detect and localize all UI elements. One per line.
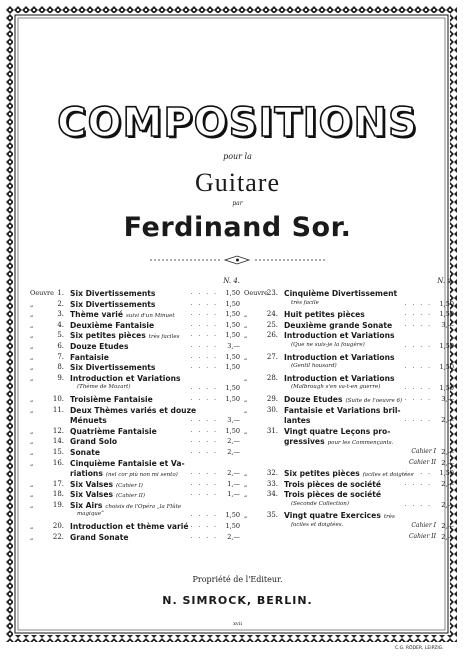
work-subtitle: (Cahier II) <box>116 493 146 500</box>
leader-dots: . . . . <box>190 437 218 445</box>
work-title-text: Trois pièces de société <box>284 490 382 500</box>
leader-dots: . . . . <box>404 500 432 508</box>
work-title <box>70 428 160 437</box>
price: 1,50 <box>225 289 240 297</box>
work-title-text: gressives <box>284 437 325 447</box>
opus-prefix: „ <box>30 352 34 361</box>
work-title-text: Six petites pièces <box>70 331 146 341</box>
work-title-text: Fantaisie <box>70 352 109 362</box>
opus-prefix: „ <box>30 363 34 372</box>
leader-dots: . . . . <box>404 394 432 402</box>
work-title-text: Sonate <box>70 447 100 457</box>
leader-dots: . . . . <box>190 384 218 392</box>
work-title <box>284 491 384 500</box>
work-entry <box>244 534 454 545</box>
price: 1,50 <box>225 299 240 308</box>
work-title <box>70 375 184 384</box>
work-title-text: Quatrième Fantaisie <box>70 426 157 436</box>
leader-dots: . . . . <box>190 310 218 318</box>
work-title-text: Ménuets <box>70 416 107 426</box>
leader-dots: . . . . <box>404 469 432 477</box>
instrument-title: Guitare <box>195 168 280 197</box>
work-title <box>70 311 175 320</box>
work-title-text: Vingt quatre Exercices <box>284 511 381 521</box>
opus-prefix: „ <box>244 426 248 435</box>
work-title <box>70 301 158 310</box>
work-title <box>288 343 365 349</box>
opus-number: 8. <box>57 363 64 372</box>
work-title <box>284 428 393 437</box>
work-title <box>284 407 404 416</box>
work-subtitle: suivi d'un Minuet <box>126 313 175 320</box>
opus-number: 5. <box>57 331 64 340</box>
work-title-text: Fantaisie et Variations bril- <box>284 405 401 415</box>
work-title-text: Grand Solo <box>70 437 118 447</box>
price: 1,50 <box>225 352 240 361</box>
price: 1,50 <box>439 299 454 308</box>
work-title <box>284 396 402 405</box>
leader-dots: . . . . <box>190 532 218 540</box>
work-subtitle: faciles et doigtées. <box>291 522 344 529</box>
opus-prefix: „ <box>30 373 34 382</box>
work-subtitle: très faciles <box>148 334 180 341</box>
work-title <box>70 332 179 341</box>
opus-prefix: „ <box>30 500 34 509</box>
work-subtitle: (Cahier I) <box>116 482 143 489</box>
leader-dots: . . . . <box>190 352 218 360</box>
opus-number: 2. <box>57 299 64 308</box>
opus-number: 14. <box>52 437 64 446</box>
price: 1,50 <box>439 310 454 319</box>
collection-title: COMPOSITIONS <box>57 100 418 146</box>
opus-number: 12. <box>52 426 64 435</box>
work-subtitle: très facile <box>291 299 319 306</box>
price-column-head: N. 4. <box>223 277 240 285</box>
work-title <box>284 354 398 363</box>
leader-dots: . . . . <box>404 299 432 307</box>
price: 1,50 <box>225 331 240 340</box>
work-title-text: Cinquième Divertissement <box>284 289 398 298</box>
opus-number: 9. <box>57 373 64 382</box>
price: 2,— <box>441 500 454 509</box>
work-title <box>284 449 287 458</box>
par-text: par <box>232 200 243 207</box>
work-title-text: Deuxième Fantaisie <box>70 320 155 330</box>
work-subtitle: (Thème de Mozart) <box>77 384 131 391</box>
works-list-left <box>30 278 240 544</box>
opus-number: 33. <box>266 479 278 488</box>
price: 2,— <box>441 479 454 488</box>
leader-dots: . . . . <box>404 479 432 487</box>
composer-name: Ferdinand Sor. <box>123 212 352 243</box>
price: 1,50 <box>225 310 240 319</box>
work-title <box>284 311 368 320</box>
pour-la-text: pour la <box>223 152 252 161</box>
price: 1,50 <box>225 394 240 403</box>
work-title <box>70 407 199 416</box>
work-title <box>284 322 395 331</box>
work-title-text: Troisième Fantaisie <box>70 394 153 404</box>
opus-number: 1. <box>57 289 64 297</box>
leader-dots: . . . . <box>404 363 432 371</box>
work-entry <box>244 290 454 301</box>
price: 2,— <box>227 469 240 478</box>
leader-dots: . . . . <box>404 310 432 318</box>
leader-dots: . . . . <box>190 511 218 519</box>
publisher-name: N. SIMROCK, BERLIN. <box>162 594 313 607</box>
price: 2,— <box>441 458 454 467</box>
work-title <box>70 481 143 490</box>
price: 2,— <box>441 522 454 531</box>
opus-prefix: „ <box>30 522 34 531</box>
opus-number: 16. <box>52 458 64 467</box>
work-title-text: Douze Etudes <box>284 394 343 404</box>
opus-number: 19. <box>52 500 64 509</box>
work-title-text: lantes <box>284 416 311 426</box>
price: 1,— <box>227 479 240 488</box>
opus-prefix: „ <box>30 458 34 467</box>
work-title <box>70 470 178 479</box>
opus-prefix: Oeuvre <box>244 289 268 297</box>
work-title-text: Six Divertissements <box>70 289 156 298</box>
work-subtitle: (Gentil housard) <box>291 363 337 370</box>
work-subtitle: pour les Commençants. <box>327 440 394 447</box>
work-title-text: Introduction et Variations <box>284 373 395 383</box>
opus-prefix: „ <box>244 394 248 403</box>
opus-number: 22. <box>52 532 64 541</box>
opus-number: 11. <box>52 405 64 414</box>
price: 1,50 <box>439 469 454 478</box>
leader-dots: . . . . <box>190 394 218 402</box>
work-entry <box>30 534 240 545</box>
work-title-text: Deux Thèmes variés et douze <box>70 405 197 415</box>
opus-prefix: „ <box>30 532 34 541</box>
work-entry <box>244 428 454 439</box>
price: 2,— <box>441 416 454 425</box>
leader-dots: . . . . <box>404 320 432 328</box>
work-title-text: Introduction et thème varié <box>70 522 189 532</box>
work-subtitle: très <box>383 514 395 521</box>
opus-prefix: Oeuvre <box>30 289 54 297</box>
work-title <box>70 354 112 363</box>
opus-number: 27. <box>266 352 278 361</box>
price: 1,50 <box>225 522 240 531</box>
price: 1,— <box>227 490 240 499</box>
opus-prefix: „ <box>30 394 34 403</box>
price: 1,50 <box>225 363 240 372</box>
leader-dots: . . . . <box>190 522 218 530</box>
work-title <box>70 491 145 500</box>
work-title <box>70 290 158 299</box>
work-title <box>288 523 343 529</box>
work-title <box>70 438 120 447</box>
leader-dots: . . . . <box>190 447 218 455</box>
opus-prefix: „ <box>30 320 34 329</box>
work-title-text: Deuxième grande Sonate <box>284 320 393 330</box>
work-subtitle: (Suite de l'oeuvre 6) <box>345 397 403 404</box>
price: 3,— <box>441 320 454 329</box>
price: 2,— <box>227 437 240 446</box>
cahier-label: Cahier I <box>411 522 436 530</box>
work-title-text: Huit petites pièces <box>284 310 365 320</box>
opus-prefix: „ <box>30 447 34 456</box>
work-subtitle: magique“ <box>77 511 104 518</box>
leader-dots: . . . . <box>404 416 432 424</box>
price: 1,50 <box>225 320 240 329</box>
work-title-text: Douze Etudes <box>70 341 129 351</box>
opus-prefix: „ <box>30 426 34 435</box>
work-title <box>70 449 103 458</box>
work-title-text: Six Valses <box>70 479 113 489</box>
opus-prefix: „ <box>244 479 248 488</box>
work-title <box>70 343 131 352</box>
work-subtitle: (Que ne suis-je la fougère) <box>291 341 365 348</box>
leader-dots: . . . . <box>190 363 218 371</box>
opus-prefix: „ <box>244 511 248 520</box>
work-title <box>70 396 156 405</box>
opus-number: 35. <box>266 511 278 520</box>
plate-number: xvii <box>233 621 242 627</box>
opus-number: 26. <box>266 331 278 340</box>
opus-number: 24. <box>266 310 278 319</box>
opus-prefix: „ <box>244 373 248 382</box>
opus-prefix: „ <box>244 405 248 414</box>
price: 3,— <box>227 341 240 350</box>
opus-prefix: „ <box>30 437 34 446</box>
price: 1,50 <box>225 426 240 435</box>
leader-dots: . . . . <box>190 416 218 424</box>
work-title-text: Cinquième Fantaisie et Va- <box>70 458 185 468</box>
price: 1,50 <box>439 363 454 372</box>
work-subtitle: choisis de l'Opéra „la Flûte <box>105 503 182 510</box>
work-title <box>284 512 395 521</box>
opus-number: 17. <box>52 479 64 488</box>
cahier-label: Cahier II <box>408 532 436 540</box>
work-title-text: Six petites pièces <box>284 469 360 479</box>
work-title <box>70 460 188 469</box>
opus-number: 3. <box>57 310 64 319</box>
work-title <box>74 512 104 518</box>
work-title-text: Thème varié <box>70 310 124 320</box>
leader-dots: . . . . <box>190 299 218 307</box>
work-title <box>288 385 380 391</box>
price: 3,— <box>441 394 454 403</box>
leader-dots: . . . . <box>190 426 218 434</box>
opus-number: 23. <box>266 289 278 297</box>
work-title-text: riations <box>70 469 103 479</box>
work-title-text: Introduction et Variations <box>284 352 395 362</box>
opus-prefix: „ <box>30 299 34 308</box>
price-column-head: N. 4. <box>437 277 454 285</box>
work-entry <box>30 343 240 354</box>
opus-number: 28. <box>266 373 278 382</box>
leader-dots: . . . . <box>190 469 218 477</box>
opus-prefix: „ <box>244 320 248 329</box>
work-title-text: Vingt quatre Leçons pro- <box>284 426 391 436</box>
work-title-text: Introduction et Variations <box>284 331 395 341</box>
price: 2,— <box>441 447 454 456</box>
leader-dots: . . . . <box>190 490 218 498</box>
work-title <box>288 301 319 307</box>
work-subtitle: faciles et doigtées <box>362 472 414 479</box>
work-title <box>284 417 313 426</box>
work-title <box>70 417 110 426</box>
opus-number: 31. <box>266 426 278 435</box>
leader-dots: . . . . <box>190 331 218 339</box>
price: 1,50 <box>225 511 240 520</box>
work-title <box>284 375 398 384</box>
opus-number: 32. <box>266 469 278 478</box>
opus-number: 15. <box>52 447 64 456</box>
opus-prefix: „ <box>30 310 34 319</box>
work-title <box>284 470 413 479</box>
opus-prefix: „ <box>30 331 34 340</box>
work-title <box>288 364 337 370</box>
price: 2,— <box>441 532 454 541</box>
opus-number: 4. <box>57 320 64 329</box>
opus-prefix: „ <box>30 490 34 499</box>
ornamental-divider <box>150 255 325 265</box>
work-title <box>70 534 132 543</box>
price: 2,— <box>227 447 240 456</box>
work-subtitle: (Malbrough s'en va-t-en guerre) <box>291 384 381 391</box>
proprietor-note: Propriété de l'Editeur. <box>192 575 283 584</box>
opus-prefix: „ <box>30 341 34 350</box>
price: 3,— <box>227 416 240 425</box>
work-title <box>284 460 287 469</box>
work-title <box>284 534 287 543</box>
opus-number: 20. <box>52 522 64 531</box>
opus-prefix: „ <box>244 352 248 361</box>
price: 1,50 <box>439 341 454 350</box>
engraver-credit: C.G. RÖDER, LEIPZIG. <box>395 646 444 651</box>
leader-dots: . . . . <box>190 289 218 296</box>
opus-prefix: „ <box>244 310 248 319</box>
work-title <box>70 322 157 331</box>
leader-dots: . . . . <box>190 479 218 487</box>
price: 2,— <box>227 532 240 541</box>
opus-prefix: „ <box>244 469 248 478</box>
work-subtitle: (Seconde Collection) <box>291 500 349 507</box>
work-title <box>70 364 158 373</box>
work-subtitle: (nel cor più non mi sento) <box>105 472 178 479</box>
opus-number: 18. <box>52 490 64 499</box>
work-title-text: Six Valses <box>70 490 113 500</box>
work-title <box>70 523 192 532</box>
opus-number: 25. <box>266 320 278 329</box>
leader-dots: . . . . <box>190 320 218 328</box>
work-title <box>284 438 393 447</box>
leader-dots: . . . . <box>190 341 218 349</box>
work-title <box>288 502 349 508</box>
leader-dots: . . . . <box>404 384 432 392</box>
opus-prefix: „ <box>30 479 34 488</box>
work-title-text: Introduction et Variations <box>70 373 181 383</box>
work-title-text: Grand Sonate <box>70 532 129 542</box>
work-title-text: Six Airs <box>70 500 103 510</box>
opus-prefix: „ <box>244 331 248 340</box>
work-entry <box>244 449 454 460</box>
opus-prefix: „ <box>30 405 34 414</box>
work-title <box>70 502 181 511</box>
work-title-text: Trois pièces de société <box>284 479 382 489</box>
work-title <box>284 290 400 299</box>
work-title-text: Six Divertissements <box>70 299 156 309</box>
opus-number: 30. <box>266 405 278 414</box>
work-title <box>74 385 130 391</box>
opus-number: 6. <box>57 341 64 350</box>
opus-number: 7. <box>57 352 64 361</box>
opus-number: 10. <box>52 394 64 403</box>
cahier-label: Cahier I <box>411 447 436 455</box>
opus-prefix: „ <box>244 490 248 499</box>
opus-number: 34. <box>266 490 278 499</box>
price: 1,50 <box>439 384 454 393</box>
opus-number: 29. <box>266 394 278 403</box>
leader-dots: . . . . <box>404 341 432 349</box>
works-list-right <box>244 278 454 544</box>
work-title <box>284 332 398 341</box>
cahier-label: Cahier II <box>408 458 436 466</box>
work-title <box>284 481 384 490</box>
work-title-text: Six Divertissements <box>70 363 156 373</box>
price: 1,50 <box>225 384 240 393</box>
